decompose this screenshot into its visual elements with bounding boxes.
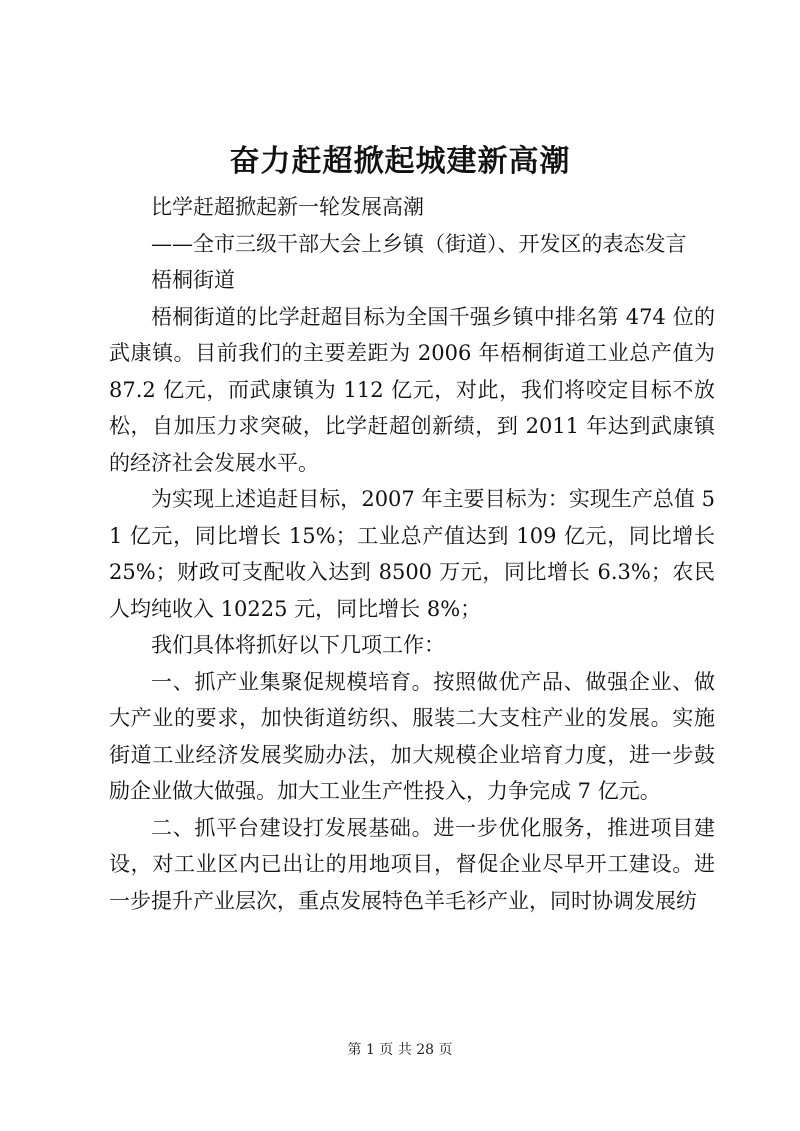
body-paragraph: 我们具体将抓好以下几项工作： [151, 633, 445, 657]
body-paragraph: 二、抓平台建设打发展基础。进一步优化服务，推进项目建设，对工业区内已出让的用地项目，督促企业尽早开工建设。进一步提升产业层次，重点发展特色羊毛衫产业，同时协调发展纺 [109, 815, 715, 913]
document-body [109, 189, 715, 919]
body-paragraph: 一、抓产业集聚促规模培育。按照做优产品、做强企业、做大产业的要求，加快街道纺织、服装二大支柱产业的发展。实施街道工业经济发展奖励办法，加大规模企业培育力度，进一步鼓励企业做大做强。加大工业生产性投入，力争完成 7 亿元。 [109, 669, 715, 803]
body-paragraph: 为实现上述追赶目标，2007 年主要目标为：实现生产总值 51 亿元，同比增长 15%；工业总产值达到 109 亿元，同比增长 25%；财政可支配收入达到 8500 万元，同比增长 6.3%；农民人均纯收入 10225 元，同比增长 8%； [109, 487, 715, 621]
document-title: 奋力赶超掀起城建新高潮 [229, 144, 571, 179]
speech-context-paragraph: ——全市三级干部大会上乡镇（街道）、开发区的表态发言 [151, 231, 687, 256]
body-paragraph: 梧桐街道的比学赶超目标为全国千强乡镇中排名第 474 位的武康镇。目前我们的主要差距为 2006 年梧桐街道工业总产值为 87.2 亿元，而武康镇为 112 亿元，对此，我们将咬定目标不放松，自加压力求突破，比学赶超创新绩，到 2011 年达到武康镇的经济社会发展水平。 [109, 304, 715, 475]
subtitle-paragraph: 比学赶超掀起新一轮发展高潮 [151, 195, 424, 219]
page-footer: 第 1 页 共 28 页 [347, 1042, 453, 1058]
speaker-paragraph: 梧桐街道 [151, 268, 235, 292]
